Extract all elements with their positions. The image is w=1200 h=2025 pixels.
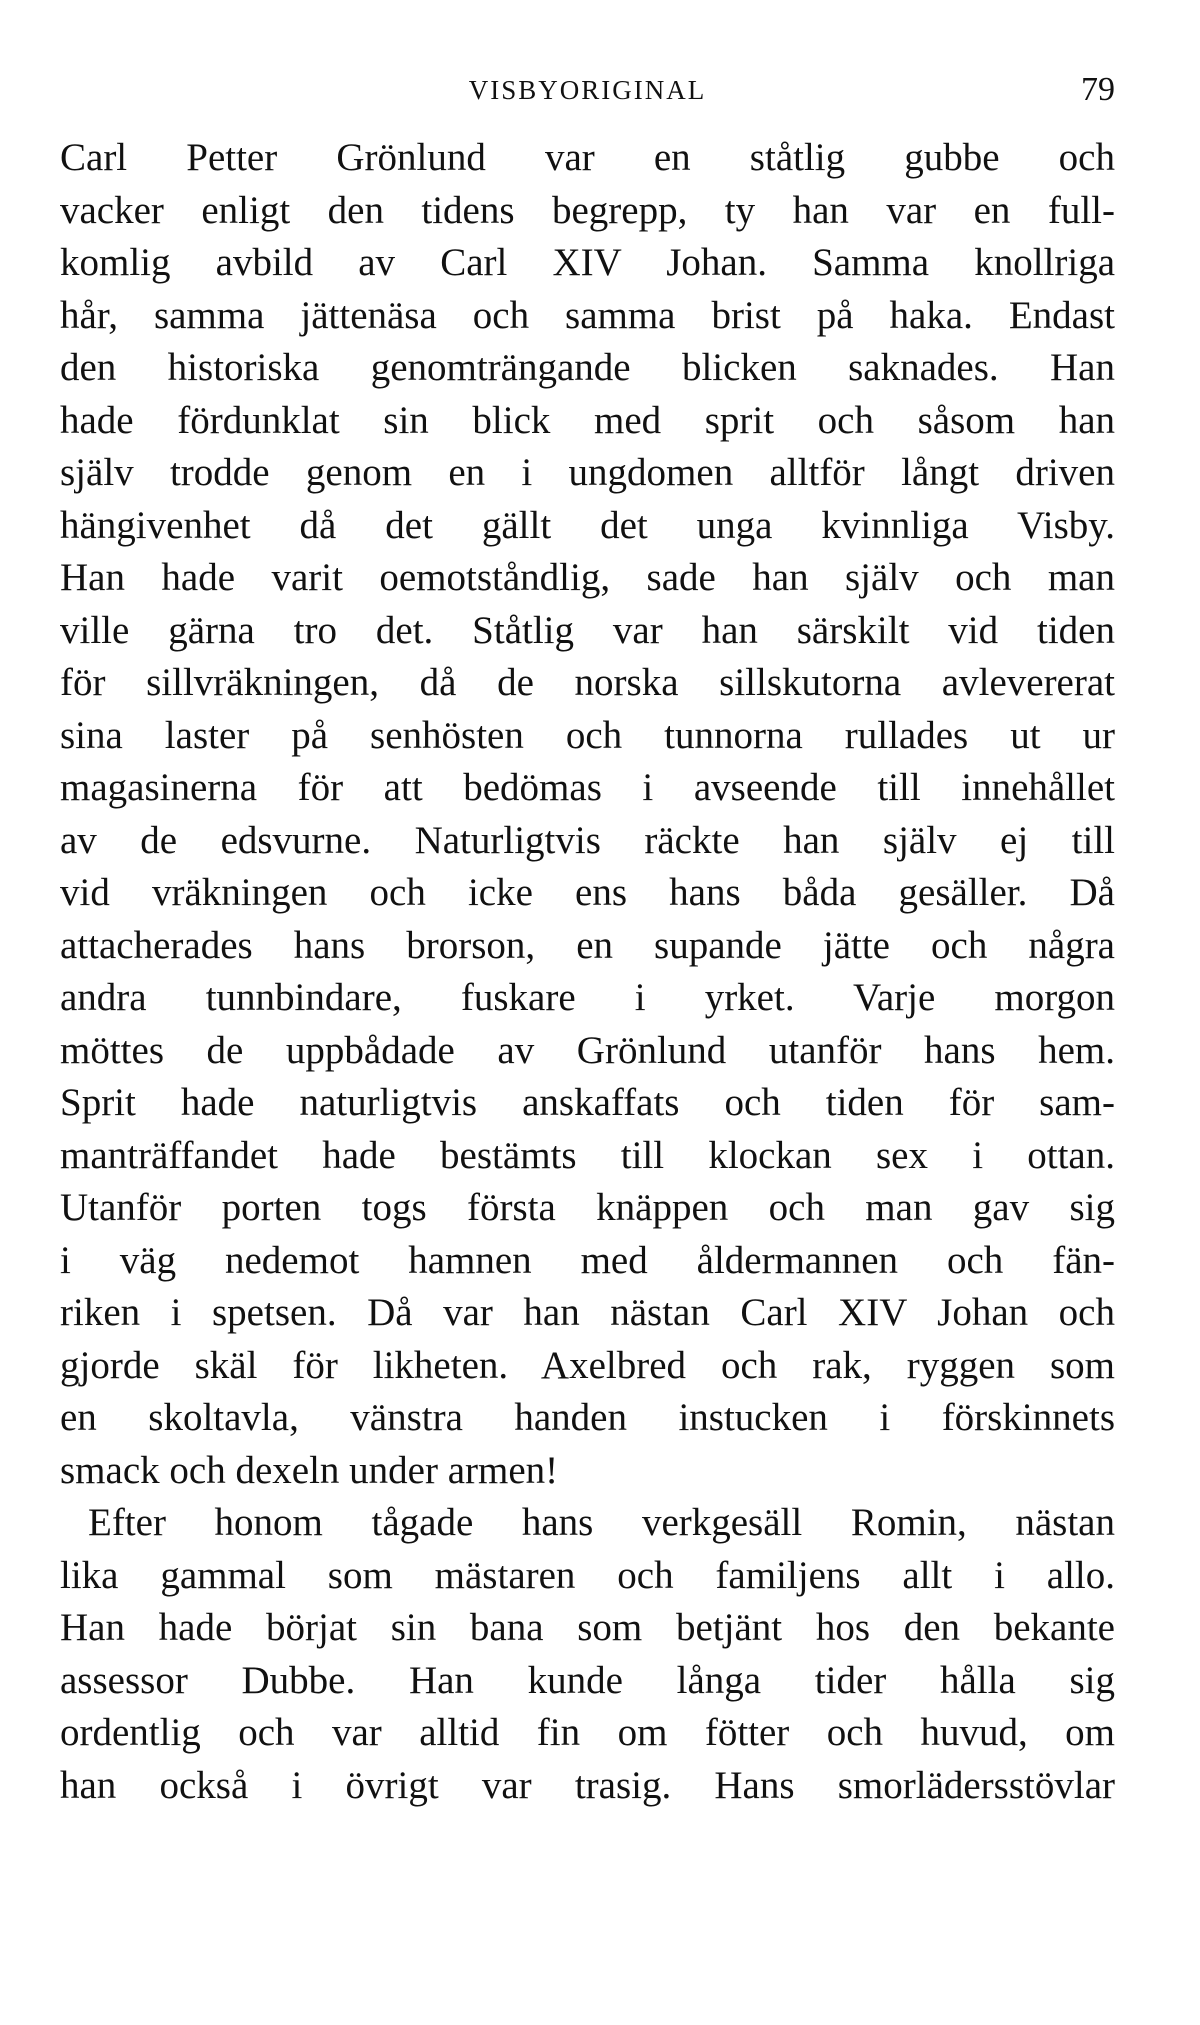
text-line: i väg nedemot hamnen med åldermannen och fän- [60, 1238, 1115, 1282]
text-line: hängivenhet då det gällt det unga kvinnliga Visby. [60, 503, 1115, 547]
text-line: vacker enligt den tidens begrepp, ty han var en full- [60, 188, 1115, 232]
text-line: ordentlig och var alltid fin om fötter och huvud, om [60, 1711, 1115, 1754]
text-line: riken i spetsen. Då var han nästan Carl XIV Johan och [60, 1291, 1115, 1334]
text-line: smack och dexeln under armen! [60, 1448, 559, 1492]
text-line: han också i övrigt var trasig. Hans smorlädersstövlar [60, 1763, 1115, 1807]
text-line: assessor Dubbe. Han kunde långa tider hålla sig [60, 1658, 1115, 1702]
text-line: Utanför porten togs första knäppen och man gav sig [60, 1186, 1115, 1229]
text-line: attacherades hans brorson, en supande jätte och några [60, 923, 1115, 967]
text-line: möttes de uppbådade av Grönlund utanför hans hem. [60, 1028, 1115, 1072]
text-line: vid vräkningen och icke ens hans båda gesäller. Då [60, 871, 1115, 914]
body-text [60, 132, 1115, 1812]
text-line: andra tunnbindare, fuskare i yrket. Varje morgon [60, 976, 1115, 1019]
text-line: en skoltavla, vänstra handen instucken i förskinnets [60, 1396, 1115, 1439]
text-line: den historiska genomträngande blicken saknades. Han [60, 346, 1115, 389]
text-line: magasinerna för att bedömas i avseende till innehållet [60, 766, 1115, 809]
text-line: gjorde skäl för likheten. Axelbred och rak, ryggen som [60, 1343, 1115, 1387]
text-line: manträffandet hade bestämts till klockan sex i ottan. [60, 1133, 1115, 1177]
text-line: för sillvräkningen, då de norska sillskutorna avlevererat [60, 661, 1115, 704]
paragraph-1 [60, 132, 1115, 1497]
text-line: Han hade varit oemotståndlig, sade han själv och man [60, 556, 1115, 599]
text-line: Han hade börjat sin bana som betjänt hos den bekante [60, 1606, 1115, 1649]
text-line: ville gärna tro det. Ståtlig var han särskilt vid tiden [60, 608, 1115, 652]
text-line: själv trodde genom en i ungdomen alltför långt driven [60, 451, 1115, 494]
text-line: av de edsvurne. Naturligtvis räckte han själv ej till [60, 818, 1115, 862]
text-line: sina laster på senhösten och tunnorna rullades ut ur [60, 713, 1115, 757]
text-line: lika gammal som mästaren och familjens allt i allo. [60, 1553, 1115, 1597]
text-line: Efter honom tågade hans verkgesäll Romin, nästan [88, 1501, 1115, 1544]
running-title: VISBYORIGINAL [468, 75, 707, 105]
text-line: hår, samma jättenäsa och samma brist på haka. Endast [60, 293, 1115, 337]
text-line: hade fördunklat sin blick med sprit och såsom han [60, 398, 1115, 442]
page-number: 79 [1081, 71, 1115, 108]
text-line: Sprit hade naturligtvis anskaffats och tiden för sam- [60, 1081, 1115, 1124]
text-line: Carl Petter Grönlund var en ståtlig gubbe och [60, 136, 1115, 179]
text-line: komlig avbild av Carl XIV Johan. Samma knollriga [60, 241, 1115, 284]
paragraph-2 [60, 1497, 1115, 1812]
running-head [60, 70, 1115, 110]
